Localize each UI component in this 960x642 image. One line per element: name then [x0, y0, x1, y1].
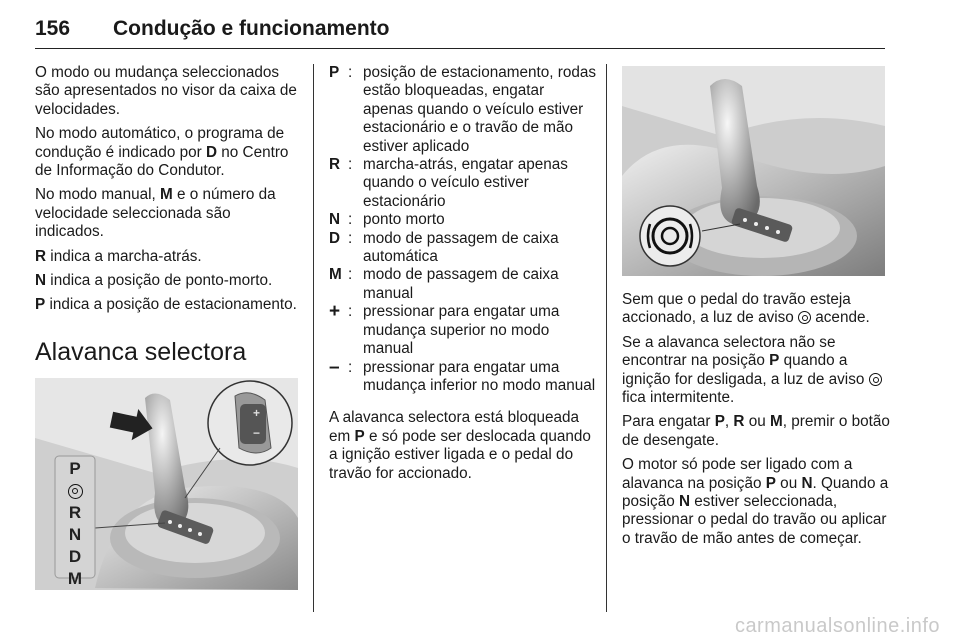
page-title: Condução e funcionamento	[113, 17, 390, 40]
paragraph: Sem que o pedal do travão esteja accionado, a luz de aviso acende.	[622, 291, 870, 327]
brake-warning-icon	[869, 373, 882, 386]
definition-item: – : pressionar para engatar uma mudança inferior no modo manual	[329, 356, 596, 394]
page-header	[35, 14, 885, 49]
gear-label-r: R	[68, 503, 82, 522]
gear-label-m: M	[67, 569, 83, 588]
paragraph: No modo automático, o programa de condução é indicado por D no Centro de Informação do Condutor.	[35, 125, 289, 180]
paragraph: O modo ou mudança seleccionados são apresentados no visor da caixa de velocidades.	[35, 64, 297, 118]
definition-item: + : pressionar para engatar uma mudança superior no modo manual	[329, 301, 560, 358]
lever-warning-drawing	[622, 66, 885, 276]
column-left	[35, 64, 303, 321]
column-right	[622, 291, 890, 554]
paragraph: R indica a marcha-atrás.	[35, 247, 202, 265]
paragraph: Para engatar P, R ou M, premir o botão de desengate.	[622, 413, 890, 449]
gear-label-p: P	[69, 459, 81, 478]
paragraph: N indica a posição de ponto-morto.	[35, 272, 273, 290]
minus-label: −	[253, 426, 261, 440]
lever-warning-illustration	[622, 66, 885, 276]
selector-lever-illustration	[35, 378, 298, 590]
gear-label-n: N	[68, 525, 82, 544]
gear-labels	[56, 458, 94, 590]
gear-label-d: D	[68, 547, 82, 566]
definition-item: P : posição de estacionamento, rodas estão bloqueadas, engatar apenas quando o veículo estiver estacionário e o travão de mão estiver aplicado	[329, 64, 597, 155]
paragraph: A alavanca selectora está bloqueada em P e só pode ser deslocada quando a ignição estiver ligada e o pedal do travão for accionado.	[329, 409, 591, 482]
gear-definitions	[329, 64, 597, 395]
definition-item: M : modo de passagem de caixa manual	[329, 266, 559, 302]
paragraph: O motor só pode ser ligado com a alavanca na posição P ou N. Quando a posição N estiver seleccionada, pressionar o pedal do travão ou aplicar o travão de mão antes de começar.	[622, 456, 889, 547]
brake-warning-icon	[56, 480, 94, 502]
paragraph: P indica a posição de estacionamento.	[35, 296, 297, 314]
watermark: carmanualsonline.info	[734, 615, 940, 637]
column-middle	[329, 64, 597, 489]
definition-item: D : modo de passagem de caixa automática	[329, 229, 559, 266]
column-divider	[606, 64, 607, 612]
brake-warning-icon	[798, 311, 811, 324]
column-divider	[313, 64, 314, 612]
section-heading: Alavanca selectora	[35, 338, 247, 366]
page-number: 156	[35, 17, 71, 40]
plus-label: +	[253, 406, 261, 420]
definition-item: R : marcha-atrás, engatar apenas quando o veículo estiver estacionário	[329, 156, 568, 210]
paragraph: No modo manual, M e o número da velocidade seleccionada são indicados.	[35, 186, 276, 241]
paragraph: Se a alavanca selectora não se encontrar na posição P quando a ignição for desligada, a luz de aviso fica intermitente.	[622, 334, 890, 408]
definition-item: N : ponto morto	[329, 211, 445, 229]
